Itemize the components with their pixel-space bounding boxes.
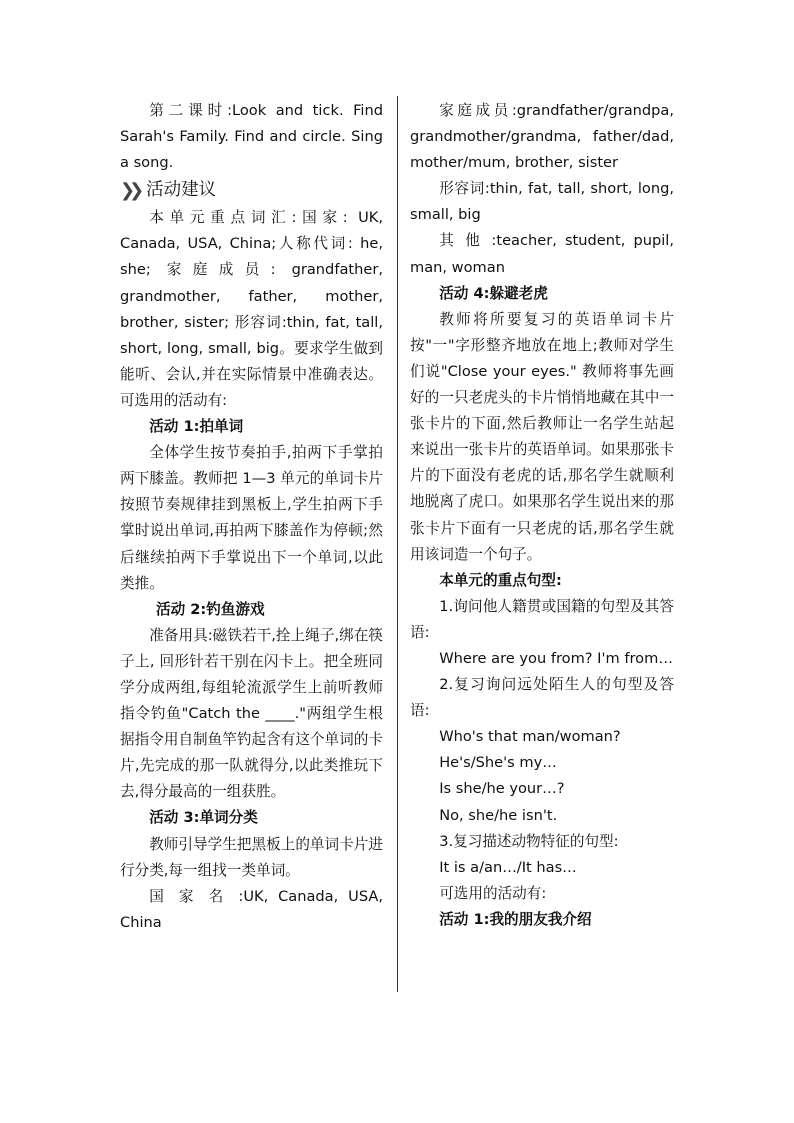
activity-1-title: 活动 1:拍单词 (149, 418, 244, 436)
adjectives-text: 形容词:thin, fat, tall, short, long, small, big (410, 180, 674, 224)
countries-text: 国 家 名 :UK, Canada, USA, China (120, 887, 383, 931)
activity-4-text: 教师将所要复习的英语单词卡片按"一"字形整齐地放在地上;教师对学生们说"Close your eyes." 教师将事先画好的一只老虎头的卡片悄悄地藏在其中一张卡片的下面,然后教师让一名学生站起来说出一张卡片的英语单词。如果那张卡片的下面没有老虎的话,那名学生就顺利地脱离了虎口。如果那名学生说出来的那张卡片下面有一只老虎的话,那名学生就用该词造一个句子。 (410, 310, 674, 563)
activity-4-title: 活动 4:躲避老虎 (439, 284, 548, 302)
item-1-example: Where are you from? I'm from… (439, 649, 673, 667)
item-3-example: It is a/an…/It has… (439, 858, 577, 876)
item-2-text: 2.复习询问远处陌生人的句型及答语: (410, 676, 674, 720)
right-activity-1-title: 活动 1:我的朋友我介绍 (439, 910, 592, 928)
family-members-text: 家庭成员:grandfather/grandpa, grandmother/grandma, father/dad, mother/mum, brother, sister (410, 102, 674, 172)
item-2-example-4: No, she/he isn't. (439, 806, 558, 824)
section-heading (120, 176, 383, 205)
activity-3-title: 活动 3:单词分类 (149, 809, 258, 827)
vocab-intro-text: 本单元重点词汇:国家: UK, Canada, USA, China;人称代词: he, she; 家庭成员: grandfather, grandmother, father, mother, brother, sister; 形容词:thin, fat, tall, short, long, small, big。要求学生做到能听、会认,并在实际情景中准确表达。可选用的活动有: (120, 209, 383, 409)
lesson-two-text: 第二课时:Look and tick. Find Sarah's Family. Find and circle. Sing a song. (120, 102, 383, 172)
left-column (120, 98, 383, 936)
optional-activities-text: 可选用的活动有: (439, 884, 547, 902)
activity-1-text: 全体学生按节奏拍手,拍两下手掌拍两下膝盖。教师把 1—3 单元的单词卡片按照节奏规律挂到黑板上,学生拍两下手掌时说出单词,再拍两下膝盖作为停顿;然后继续拍两下手掌说出下一个单词,以此类推。 (120, 444, 383, 592)
item-2-example-3: Is she/he your…? (439, 780, 565, 798)
key-sentences-title: 本单元的重点句型: (439, 571, 562, 589)
activity-2-text: 准备用具:磁铁若干,拴上绳子,绑在筷子上, 回形针若干别在闪卡上。把全班同学分成两组,每组轮流派学生上前听教师指令钓鱼"Catch the ____."两组学生根据指令用自制鱼竿钓起含有这个单词的卡片,先完成的那一队就得分,以此类推玩下去,得分最高的一组获胜。 (120, 626, 383, 801)
item-2-example-1: Who's that man/woman? (439, 728, 621, 746)
double-chevron-icon: ❯❯ (120, 180, 139, 202)
section-title: 活动建议 (146, 180, 217, 201)
column-divider (397, 96, 398, 992)
activity-3-text: 教师引导学生把黑板上的单词卡片进行分类,每一组找一类单词。 (120, 835, 383, 879)
item-1-text: 1.询问他人籍贯或国籍的句型及其答语: (410, 597, 674, 641)
item-2-example-2: He's/She's my… (439, 754, 557, 772)
right-column (410, 98, 674, 933)
others-text: 其 他 :teacher, student, pupil, man, woman (410, 232, 674, 276)
activity-2-title: 活动 2:钓鱼游戏 (156, 600, 265, 618)
item-3-text: 3.复习描述动物特征的句型: (439, 832, 619, 850)
